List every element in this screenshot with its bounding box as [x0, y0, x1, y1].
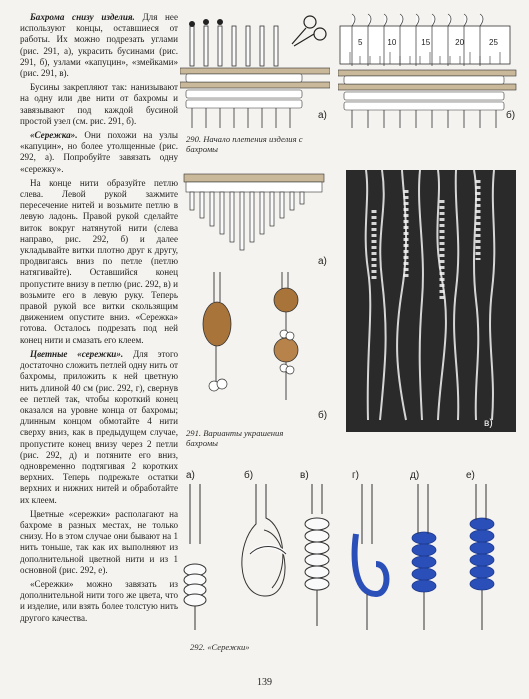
- figure-label: б): [318, 410, 328, 421]
- figure-292-caption: 292. «Сережки»: [190, 642, 250, 652]
- figure-label: в): [484, 418, 493, 429]
- figure-label: а): [318, 110, 327, 121]
- paragraph-colored: Цветные «сережки». Для этого достаточно сложить петлей одну нить от бахромы, приложить к ней цветную нить длиной 40 см (рис. 292, г), свернув ее петлей так, чтобы короткий конец оказался на уровне конца от бахромы; длинным концом обмотайте 4 нити сверху вниз, как в предыдущем случае, пропустите конец внизу через 2 петли (рис. 292, д) и потяните его вниз, одновременно подтягивая 2 коротких верхних. Теперь подрежьте остатки верхних и нижних нитей и обработайте их клеем.: [20, 348, 179, 505]
- ruler-tick-label: 25: [489, 38, 498, 47]
- figure-label: б): [244, 470, 254, 481]
- figure-290-caption: 290. Начало плетения изделия с бахромы: [186, 134, 303, 154]
- figure-290a: [180, 12, 330, 130]
- ruler-ticks: [358, 38, 498, 47]
- paragraph-instructions: На конце нити образуйте петлю слева. Левой рукой зажмите пересечение нитей и возьмите петлю в левую ладонь. Правой рукой сделайте виток вокруг натянутой нити (слева направо, рис. 292, б) и далее укладывайте витки плотно друг к другу, продвигаясь вниз по петле (петлю натягивайте). Оставшийся конец пропустите внизу в петлю (рис. 292, в) и возьмите его в левую руку. Теперь правой рукой все витки скользящим движением опустите вниз. «Сережка» готова. Осталось подрезать под ней конец нити и смазать его клеем.: [20, 177, 178, 345]
- figure-label: д): [410, 470, 420, 481]
- ruler-tick-label: 5: [358, 38, 363, 47]
- ruler-tick-label: 20: [455, 38, 465, 47]
- figure-292: [180, 474, 520, 634]
- paragraph-earring: «Сережка». Они похожи на узлы «капуцин», но более утолщенные (рис. 292, а). Попробуйте завязать одну «сережку».: [20, 130, 178, 174]
- figure-291b: [192, 272, 312, 412]
- paragraph-fringe: Бахрома снизу изделия. Для нее используют концы, оставшиеся от работы. Их можно подрезать углами (рис. 291, а), украсить бусинами (рис. 291, б), узлами «капуцин», «змейками» (рис. 291, в).: [20, 12, 178, 79]
- text-column: [20, 12, 178, 627]
- figure-290b: [338, 12, 518, 130]
- figure-291a: [182, 172, 332, 254]
- paragraph-lead: «Сережка».: [30, 130, 78, 141]
- figure-label: е): [466, 470, 475, 481]
- figure-label: а): [186, 470, 195, 481]
- figure-label: в): [300, 470, 309, 481]
- figure-label: б): [506, 110, 516, 121]
- paragraph-thread: «Сережки» можно завязать из дополнительной нити того же цвета, что и изделие, или взять более толстую нить другого качества.: [20, 578, 178, 623]
- figure-291-caption: 291. Варианты украшения бахромы: [186, 428, 284, 448]
- figure-label: г): [352, 470, 359, 481]
- paragraph-lead: Цветные «сережки».: [30, 348, 124, 359]
- paragraph-lead: Бахрома снизу изделия.: [30, 12, 135, 22]
- figure-label: а): [318, 256, 327, 267]
- ruler-tick-label: 10: [387, 38, 397, 47]
- paragraph-beads: Бусины закрепляют так: нанизывают на одну или две нити от бахромы и завязывают под каждой бусиной простой узел (см. рис. 291, б).: [20, 82, 178, 126]
- paragraph-placement: Цветные «сережки» располагают на бахроме в разных местах, не только снизу. Но в этом случае они бывают на 1 нить тоньше, так как их выполняют из дополнительной цветной нити и из 1 основной (рис. 292, е).: [20, 508, 178, 575]
- figure-291c-photo: [346, 170, 516, 432]
- page-number: 139: [257, 677, 272, 688]
- ruler-tick-label: 15: [421, 38, 431, 47]
